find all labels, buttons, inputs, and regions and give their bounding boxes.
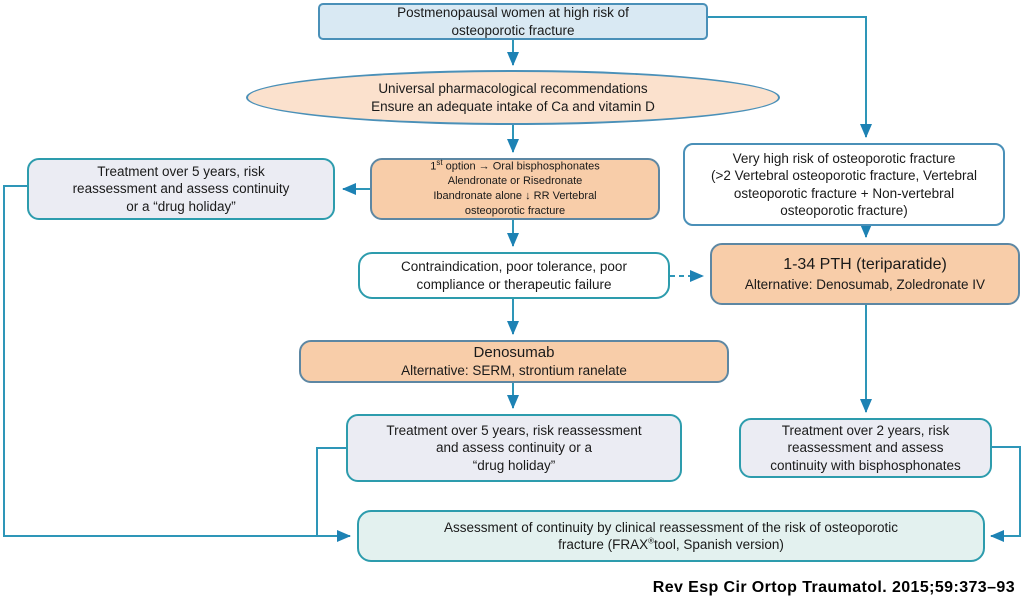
ellipse-line: Ensure an adequate intake of Ca and vitamin D (371, 98, 655, 114)
denosumab-box (299, 340, 729, 383)
first-option-text: option → Oral bisphosphonates (442, 160, 600, 173)
assessment-line2-post: tool, Spanish version) (654, 537, 784, 552)
pth-subtitle: Alternative: Denosumab, Zoledronate IV (744, 276, 986, 292)
denosumab-subtitle: Alternative: SERM, strontium ranelate (401, 363, 627, 379)
first-option-bisphosphonates-box (370, 158, 660, 220)
first-option-line: osteoporotic fracture (464, 205, 566, 218)
line-treatment2-to-assessment (991, 447, 1020, 536)
contraindication-line: compliance or therapeutic failure (416, 276, 612, 292)
universal-recommendations-ellipse (246, 70, 780, 125)
very-high-risk-line: Very high risk of osteoporotic fracture (732, 150, 956, 166)
very-high-risk-box (683, 143, 1005, 226)
assessment-continuity-box (357, 510, 985, 562)
assessment-line2 (558, 536, 784, 553)
ellipse-line: Universal pharmacological recommendations (378, 81, 648, 97)
first-option-number: 1 (430, 160, 437, 173)
bottom-treatment5-line: “drug holiday” (472, 457, 556, 473)
bottom-treatment5-line: and assess continuity or a (435, 440, 593, 456)
bottom-treatment5-line: Treatment over 5 years, risk reassessment (386, 423, 642, 439)
registered-mark: ® (648, 536, 655, 546)
line-treatment5-to-assessment (317, 448, 346, 535)
assessment-line1: Assessment of continuity by clinical reassessment of the risk of osteoporotic (444, 519, 898, 535)
treatment2-line: Treatment over 2 years, risk (781, 423, 950, 439)
bottom-treatment-5-years-box (346, 414, 682, 482)
top-box-line: osteoporotic fracture (451, 22, 575, 38)
treatment-2-years-box (739, 418, 992, 478)
treatment2-line: continuity with bisphosphonates (770, 457, 961, 473)
journal-citation: Rev Esp Cir Ortop Traumatol. 2015;59:373–93 (652, 579, 1015, 596)
top-box-line: Postmenopausal women at high risk of (397, 5, 629, 21)
contraindication-box (358, 252, 670, 299)
pth-teriparatide-box (710, 243, 1020, 305)
first-option-line: Alendronate or Risedronate (447, 175, 583, 188)
first-option-line1 (430, 159, 600, 175)
arrow-top-to-very-high-risk (708, 17, 866, 137)
first-option-line: Ibandronate alone ↓ RR Vertebral (433, 190, 597, 203)
top-box-postmenopausal (318, 3, 708, 40)
very-high-risk-line: osteoporotic fracture) (780, 202, 908, 218)
very-high-risk-line: (>2 Vertebral osteoporotic fracture, Vertebral (710, 168, 978, 184)
left-treatment-line: or a “drug holiday” (126, 198, 236, 214)
contraindication-line: Contraindication, poor tolerance, poor (401, 259, 627, 275)
assessment-line2-pre: fracture (FRAX (558, 537, 649, 552)
left-treatment-5-years-box (27, 158, 335, 220)
left-treatment-line: reassessment and assess continuity (72, 181, 290, 197)
first-option-superscript: st (436, 157, 443, 167)
denosumab-title: Denosumab (473, 344, 555, 362)
left-treatment-line: Treatment over 5 years, risk (97, 164, 265, 180)
pth-title: 1-34 PTH (teriparatide) (783, 256, 947, 274)
very-high-risk-line: osteoporotic fracture + Non-vertebral (733, 185, 955, 201)
treatment2-line: reassessment and assess (787, 440, 944, 456)
